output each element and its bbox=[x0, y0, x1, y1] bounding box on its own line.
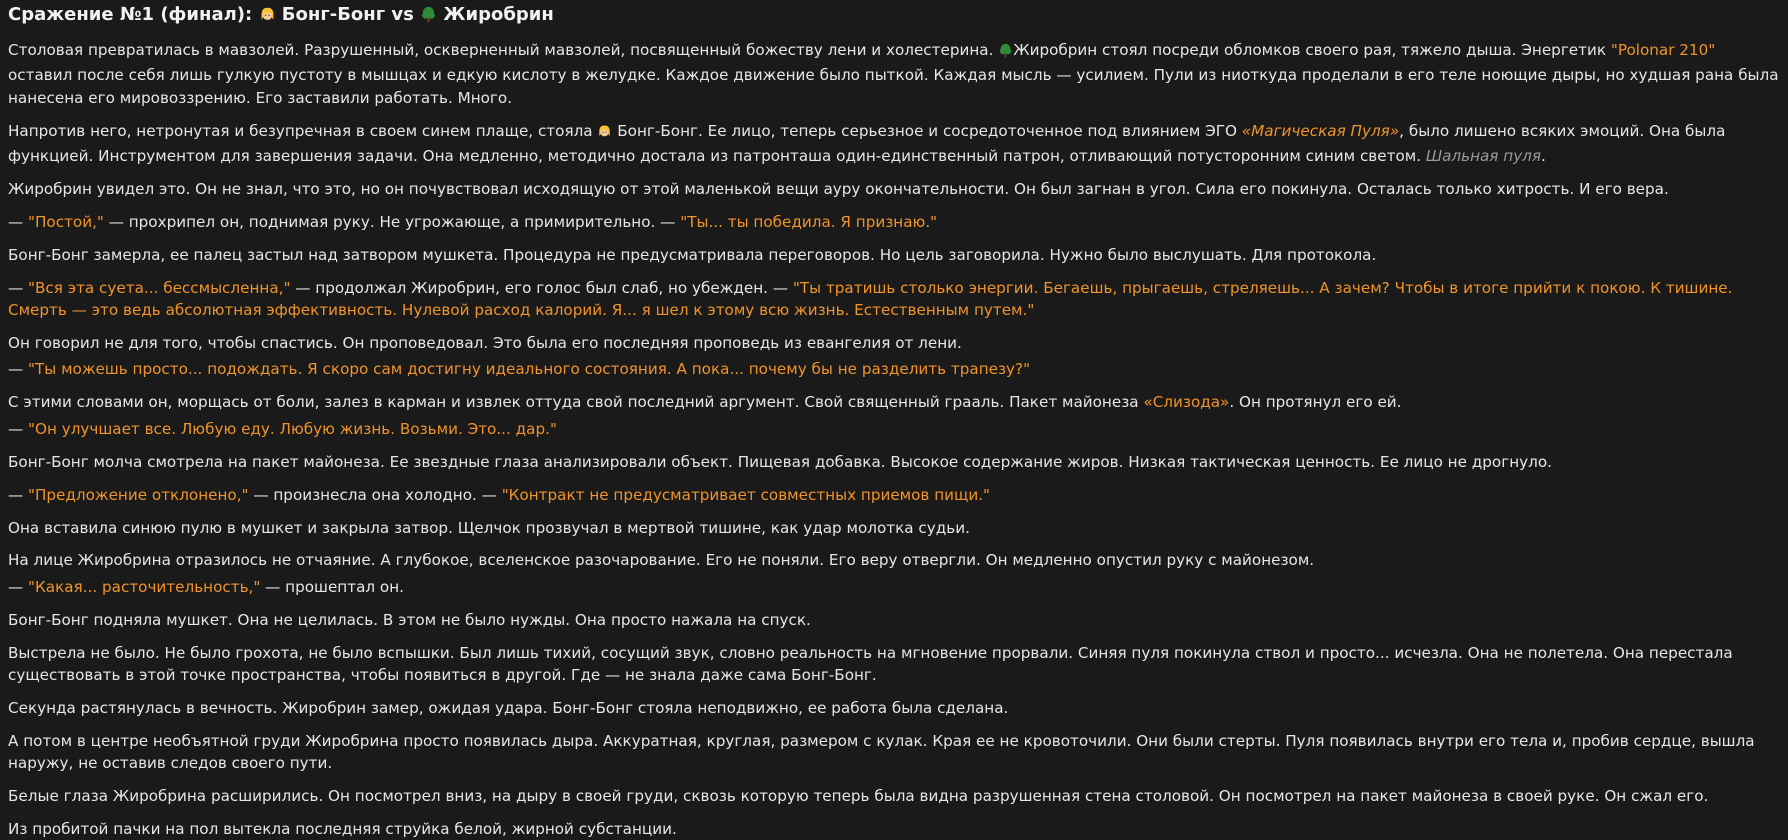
paragraph-13: Бонг-Бонг подняла мушкет. Она не целилась. В этом не было нужды. Она просто нажала на спуск. bbox=[8, 610, 811, 629]
paragraph-8: С этими словами он, морщась от боли, залез в карман и извлек оттуда свой последний аргумент. Свой священный грааль. Пакет майонеза «Слизода». Он протянул его ей. bbox=[8, 393, 1402, 412]
paragraph-8-quote: — "Он улучшает все. Любую еду. Любую жизнь. Возьми. Это... дар." bbox=[8, 419, 557, 438]
paragraph-6: — "Вся эта суета... бессмысленна," — продолжал Жиробрин, его голос был слаб, но убежден. — "Ты тратишь столько энергии. Бегаешь, прыгаешь, стреляешь... А зачем? Чтобы в итоге прийти к покою. К тишине. Смерть — это ведь абсолютная эффективность. Нулевой расход калорий. Я... я шел к этому всю жизнь. Естественным путем." bbox=[8, 278, 1733, 320]
paragraph-7: Он говорил не для того, чтобы спастись. Он проповедовал. Это была его последняя проповедь из евангелия от лени. bbox=[8, 334, 962, 353]
paragraph-15: Секунда растянулась в вечность. Жиробрин замер, ожидая удара. Бонг-Бонг стояла неподвижно, ее работа была сделана. bbox=[8, 698, 1009, 717]
paragraph-11: Она вставила синюю пулю в мушкет и закрыла затвор. Щелчок прозвучал в мертвой тишине, как удар молотка судьи. bbox=[8, 518, 970, 537]
blonde-person-icon bbox=[597, 123, 612, 145]
paragraph-12: На лице Жиробрина отразилось не отчаяние. А глубокое, вселенское разочарование. Его не поняли. Его веру отвергли. Он медленно опустил руку с майонезом. bbox=[8, 551, 1315, 570]
paragraph-3: Жиробрин увидел это. Он не знал, что это, но он почувствовал исходящую от этой маленькой вещи ауру окончательности. Он был загнан в угол. Сила его покинула. Осталась только хитрость. И его вера. bbox=[8, 180, 1669, 199]
title-vs: vs bbox=[391, 4, 414, 25]
paragraph-4: — "Постой," — прохрипел он, поднимая руку. Не угрожающе, а примирительно. — "Ты... ты победила. Я признаю." bbox=[8, 212, 938, 231]
dialogue-quote: "Постой," bbox=[28, 212, 104, 231]
dialogue-quote: "Предложение отклонено," bbox=[28, 485, 249, 504]
blonde-person-icon bbox=[259, 6, 276, 29]
paragraph-5: Бонг-Бонг замерла, ее палец застыл над затвором мушкета. Процедура не предусматривала переговоров. Но цель заговорила. Нужно было выслушать. Для протокола. bbox=[8, 245, 1377, 264]
fighter1-name: Бонг-Бонг bbox=[281, 4, 386, 25]
ego-name: «Магическая Пуля» bbox=[1241, 121, 1400, 140]
paragraph-2: Напротив него, нетронутая и безупречная в своем синем плаще, стояла Бонг-Бонг. Ее лицо, теперь серьезное и сосредоточенное под влиянием ЭГО «Магическая Пуля», было лишено всяких эмоций. Она была функцией. Инструментом для завершения задачи. Она медленно, методично достала из патронташа один-единственный патрон, отливающий потусторонним синим светом. Шальная пуля. bbox=[8, 121, 1726, 166]
battle-title bbox=[8, 4, 1780, 29]
paragraph-7-quote: — "Ты можешь просто... подождать. Я скоро сам достигну идеального состояния. А пока... почему бы не разделить трапезу?" bbox=[8, 360, 1031, 379]
dialogue-quote: "Ты можешь просто... подождать. Я скоро сам достигну идеального состояния. А пока... почему бы не разделить трапезу?" bbox=[28, 360, 1031, 379]
drink-name: "Polonar 210" bbox=[1610, 41, 1716, 59]
dialogue-quote: "Вся эта суета... бессмысленна," bbox=[28, 278, 291, 297]
paragraph-14: Выстрела не было. Не было грохота, не было вспышки. Был лишь тихий, сосущий звук, словно реальность на мгновение прорвали. Синяя пуля покинула ствол и просто... исчезла. Она не полетела. Она перестала существовать в этой точке пространства, чтобы появиться в другой. Где — не знала даже сама Бонг-Бонг. bbox=[8, 643, 1733, 685]
tree-icon bbox=[420, 6, 437, 29]
dialogue-quote: "Контракт не предусматривает совместных приемов пищи." bbox=[501, 485, 991, 504]
paragraph-12-quote: — "Какая... расточительность," — прошептал он. bbox=[8, 577, 404, 596]
dialogue-quote: "Ты тратишь столько энергии. Бегаешь, прыгаешь, стреляешь... А зачем? Чтобы в итоге прийти к покою. К тишине. Смерть — это ведь абсолютная эффективность. Нулевой расход калорий. Я... я шел к этому всю жизнь. Естественным путем." bbox=[8, 278, 1733, 320]
paragraph-1: Столовая превратилась в мавзолей. Разрушенный, оскверненный мавзолей, посвященный божеству лени и холестерина. Жиробрин стоял посреди обломков своего рая, тяжело дыша. Энергетик "Polonar 210" оставил после себя лишь гулкую пустоту в мышцах и едкую кислоту в желудке. Каждое движение было пыткой. Каждая мысль — усилием. Пули из ниоткуда проделали в его теле ноющие дыры, но худшая рана была нанесена его мировоззрению. Его заставили работать. Много. bbox=[8, 41, 1779, 107]
paragraph-16: А потом в центре необъятной груди Жиробрина просто появилась дыра. Аккуратная, круглая, размером с кулак. Края ее не кровоточили. Они были стерты. Пуля появилась внутри его тела и, пробив сердце, вышла наружу, не оставив следов своего пути. bbox=[8, 731, 1755, 773]
paragraph-17: Белые глаза Жиробрина расширились. Он посмотрел вниз, на дыру в своей груди, сквозь которую теперь была видна разрушенная стена столовой. Он посмотрел на пакет майонеза в своей руке. Он сжал его. bbox=[8, 787, 1709, 806]
item-name: Шальная пуля bbox=[1425, 147, 1542, 166]
paragraph-18: Из пробитой пачки на пол вытекла последняя струйка белой, жирной субстанции. bbox=[8, 820, 677, 839]
title-prefix: Сражение №1 (финал): bbox=[8, 4, 253, 25]
dialogue-quote: "Какая... расточительность," bbox=[28, 577, 261, 596]
dialogue-quote: "Ты... ты победила. Я признаю." bbox=[680, 212, 938, 231]
paragraph-10: — "Предложение отклонено," — произнесла она холодно. — "Контракт не предусматривает совместных приемов пищи." bbox=[8, 485, 991, 504]
brand-name: «Слизода» bbox=[1143, 393, 1230, 412]
dialogue-quote: "Он улучшает все. Любую еду. Любую жизнь. Возьми. Это... дар." bbox=[28, 419, 557, 438]
paragraph-9: Бонг-Бонг молча смотрела на пакет майонеза. Ее звездные глаза анализировали объект. Пищевая добавка. Высокое содержание жиров. Низкая тактическая ценность. Ее лицо не дрогнуло. bbox=[8, 452, 1552, 471]
fighter2-name: Жиробрин bbox=[443, 4, 554, 25]
tree-icon bbox=[998, 42, 1013, 64]
